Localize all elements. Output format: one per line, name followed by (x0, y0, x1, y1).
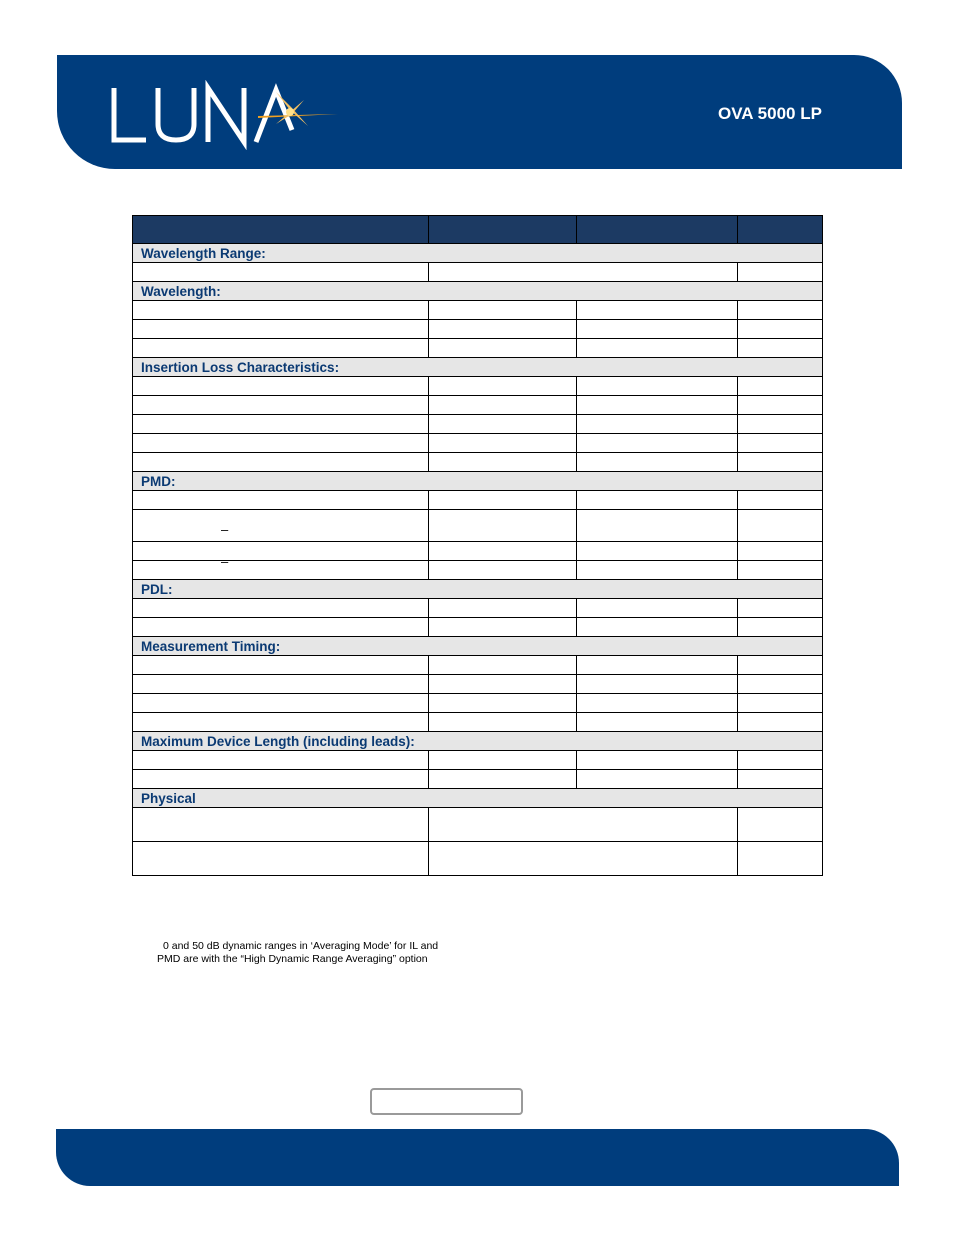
header-cell (577, 216, 738, 244)
table-row (133, 770, 823, 789)
page-label-box (370, 1088, 523, 1115)
table-row (133, 377, 823, 396)
header-cell (429, 216, 577, 244)
section-row (133, 472, 823, 491)
section-row (133, 282, 823, 301)
section-title: Insertion Loss Characteristics: (133, 358, 823, 377)
footer-band (56, 1129, 899, 1186)
table-row (133, 491, 823, 510)
pmd-dash: – (221, 554, 229, 569)
table-row (133, 542, 823, 561)
section-title: Wavelength Range: (133, 244, 823, 263)
table-row (133, 618, 823, 637)
footnote-line: 0 and 50 dB dynamic ranges in ‘Averaging Mode’ for IL and (163, 940, 439, 952)
spec-table (132, 215, 823, 876)
section-row (133, 637, 823, 656)
table-row (133, 263, 823, 282)
section-title: Measurement Timing: (133, 637, 823, 656)
footnote-line: PMD are with the “High Dynamic Range Averaging” option (157, 953, 428, 965)
table-row (133, 396, 823, 415)
table-row (133, 694, 823, 713)
table-row (133, 339, 823, 358)
footnote (157, 940, 438, 966)
section-row (133, 789, 823, 808)
section-row (133, 244, 823, 263)
table-row (133, 453, 823, 472)
table-row (133, 434, 823, 453)
table-row (133, 415, 823, 434)
section-row (133, 358, 823, 377)
table-row (133, 675, 823, 694)
table-header-row (133, 216, 823, 244)
section-row (133, 732, 823, 751)
table-row (133, 510, 823, 542)
section-title: PDL: (133, 580, 823, 599)
pmd-dash: – (221, 522, 229, 537)
luna-logo (108, 80, 348, 150)
section-title: Physical (133, 789, 823, 808)
table-row (133, 320, 823, 339)
header-cell (133, 216, 429, 244)
section-title: PMD: (133, 472, 823, 491)
product-title: OVA 5000 LP (718, 104, 822, 123)
table-row (133, 751, 823, 770)
section-title: Wavelength: (133, 282, 823, 301)
table-row (133, 713, 823, 732)
table-row (133, 561, 823, 580)
table-row (133, 656, 823, 675)
table-row (133, 599, 823, 618)
section-row (133, 580, 823, 599)
section-title: Maximum Device Length (including leads): (133, 732, 823, 751)
table-row (133, 842, 823, 876)
header-cell (738, 216, 823, 244)
table-row (133, 808, 823, 842)
table-row (133, 301, 823, 320)
